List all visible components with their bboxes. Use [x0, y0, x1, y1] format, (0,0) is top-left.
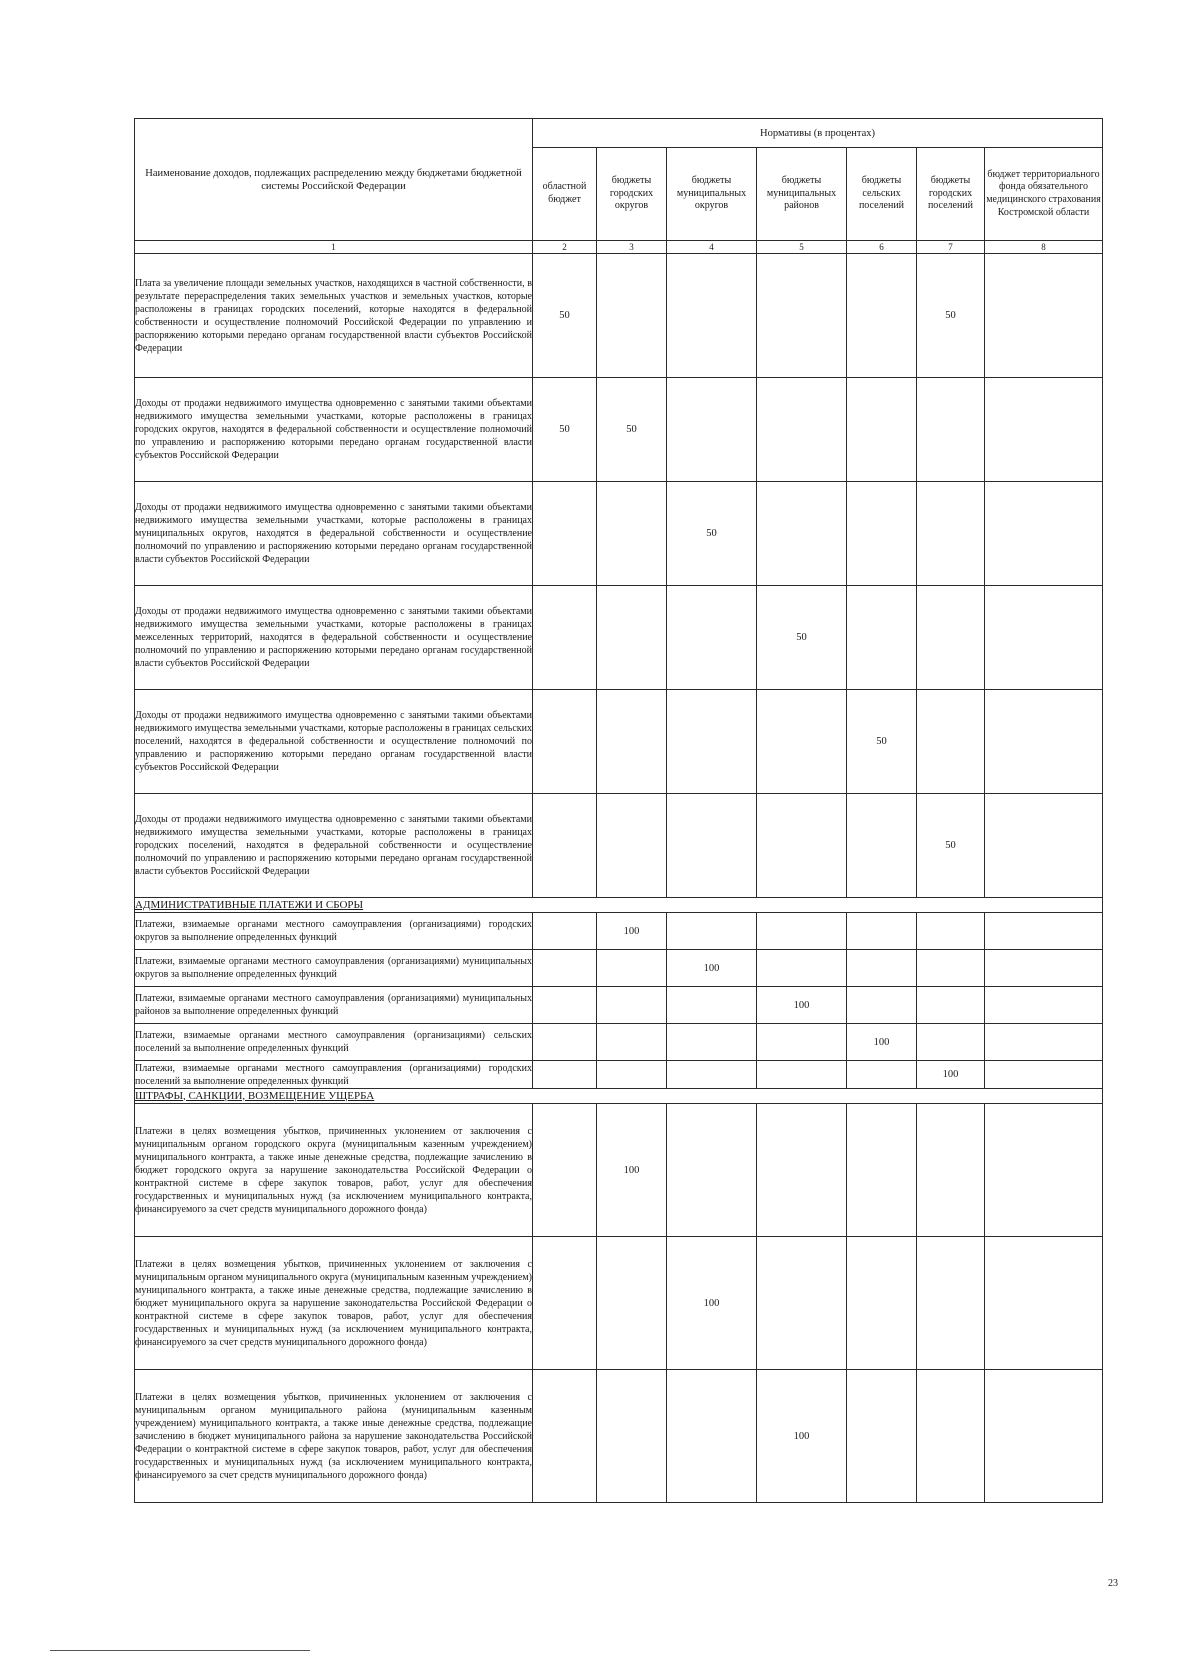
norm-value-cell: [917, 950, 985, 987]
norm-value-cell: 100: [667, 950, 757, 987]
norm-value-cell: [667, 254, 757, 378]
norm-value-cell: [533, 1024, 597, 1061]
norm-value-cell: 100: [757, 987, 847, 1024]
norm-value-cell: [917, 1024, 985, 1061]
norm-value-cell: [847, 1370, 917, 1503]
norm-value-cell: [757, 794, 847, 898]
norm-value-cell: [597, 1370, 667, 1503]
norm-value-cell: [985, 950, 1103, 987]
norm-value-cell: [847, 254, 917, 378]
revenue-name-cell: Платежи, взимаемые органами местного самоуправления (организациями) муниципальных округов за выполнение определенных функций: [135, 950, 533, 987]
norm-value-cell: [917, 378, 985, 482]
revenue-name-cell: Доходы от продажи недвижимого имущества одновременно с занятыми такими объектами недвижимого имущества земельными участками, которые расположены в границах городских поселений, находятся в федеральной собственности и осуществление полномочий по управлению и распоряжению которыми передано органам государственной власти субъектов Российской Федерации: [135, 794, 533, 898]
table-row: [135, 1237, 1103, 1370]
norm-value-cell: 50: [667, 482, 757, 586]
norm-value-cell: [757, 1237, 847, 1370]
norm-value-cell: [597, 254, 667, 378]
norm-value-cell: 100: [597, 1104, 667, 1237]
column-number: 4: [667, 241, 757, 254]
norm-value-cell: [847, 378, 917, 482]
norm-value-cell: [757, 254, 847, 378]
revenue-name-cell: Платежи в целях возмещения убытков, причиненных уклонением от заключения с муниципальным органом муниципального округа (муниципальным казенным учреждением) муниципального контракта, а также иные денежные средства, подлежащие зачислению в бюджет муниципального округа за нарушение законодательства Российской Федерации о контрактной системе в сфере закупок товаров, работ, услуг для обеспечения государственных и муниципальных нужд (за исключением муниципального контракта, финансируемого за счет средств муниципального дорожного фонда): [135, 1237, 533, 1370]
table-row: [135, 1061, 1103, 1089]
norm-value-cell: [597, 1237, 667, 1370]
norm-value-cell: [597, 987, 667, 1024]
table-row: [135, 794, 1103, 898]
norm-value-cell: 50: [533, 254, 597, 378]
norm-value-cell: [917, 482, 985, 586]
column-number: 2: [533, 241, 597, 254]
norm-value-cell: [757, 913, 847, 950]
norm-value-cell: 50: [597, 378, 667, 482]
header-norms-group: Нормативы (в процентах): [533, 119, 1103, 148]
norm-value-cell: [847, 1061, 917, 1089]
norm-value-cell: [985, 254, 1103, 378]
norm-value-cell: [985, 1104, 1103, 1237]
table-body: [135, 254, 1103, 1503]
norm-value-cell: [757, 690, 847, 794]
norm-value-cell: [847, 794, 917, 898]
page-number: 23: [1108, 1578, 1118, 1589]
table-row: [135, 1104, 1103, 1237]
revenue-name-cell: Плата за увеличение площади земельных участков, находящихся в частной собственности, в результате перераспределения таких земельных участков и земельных участков, которые расположены в границах городских поселений, которые находятся в федеральной собственности и осуществление полномочий Российской Федерации по управлению и распоряжению которыми передано органам государственной власти субъектов Российской Федерации: [135, 254, 533, 378]
norm-value-cell: [597, 482, 667, 586]
revenue-name-cell: Платежи, взимаемые органами местного самоуправления (организациями) городских округов за выполнение определенных функций: [135, 913, 533, 950]
norm-value-cell: [667, 913, 757, 950]
norm-value-cell: [847, 987, 917, 1024]
norm-value-cell: 50: [847, 690, 917, 794]
norm-value-cell: [533, 1237, 597, 1370]
norm-value-cell: [597, 950, 667, 987]
norm-value-cell: [597, 794, 667, 898]
norm-value-cell: [847, 1237, 917, 1370]
norm-value-cell: [667, 378, 757, 482]
norm-value-cell: 50: [917, 794, 985, 898]
norm-value-cell: [757, 482, 847, 586]
norm-value-cell: [985, 1237, 1103, 1370]
norm-value-cell: 100: [757, 1370, 847, 1503]
column-number: 8: [985, 241, 1103, 254]
section-row: [135, 1089, 1103, 1104]
norm-value-cell: [597, 1061, 667, 1089]
norm-value-cell: [847, 1104, 917, 1237]
revenue-name-cell: Доходы от продажи недвижимого имущества одновременно с занятыми такими объектами недвижимого имущества земельными участками, которые расположены в границах муниципальных округов, находятся в федеральной собственности и осуществление полномочий по управлению и распоряжению которыми передано органам государственной власти субъектов Российской Федерации: [135, 482, 533, 586]
norm-value-cell: [667, 987, 757, 1024]
header-name-column: Наименование доходов, подлежащих распределению между бюджетами бюджетной системы Российской Федерации: [135, 119, 533, 241]
norm-value-cell: [847, 586, 917, 690]
column-number: 6: [847, 241, 917, 254]
norm-value-cell: [667, 1370, 757, 1503]
norm-value-cell: [533, 1370, 597, 1503]
header-col-municipal-districts: бюджеты муниципальных округов: [667, 148, 757, 241]
table-row: [135, 913, 1103, 950]
norm-value-cell: [533, 482, 597, 586]
norm-value-cell: 50: [757, 586, 847, 690]
norm-value-cell: [847, 913, 917, 950]
revenue-norms-table: [134, 118, 1103, 1503]
header-col-city-districts: бюджеты городских округов: [597, 148, 667, 241]
revenue-name-cell: Платежи в целях возмещения убытков, причиненных уклонением от заключения с муниципальным органом муниципального района (муниципальным казенным учреждением) муниципального контракта, а также иные денежные средства, подлежащие зачислению в бюджет муниципального района за нарушение законодательства Российской Федерации о контрактной системе в сфере закупок товаров, работ, услуг для обеспечения государственных и муниципальных нужд (за исключением муниципального контракта, финансируемого за счет средств муниципального дорожного фонда): [135, 1370, 533, 1503]
norm-value-cell: [985, 794, 1103, 898]
norm-value-cell: [757, 378, 847, 482]
norm-value-cell: [917, 1237, 985, 1370]
norm-value-cell: 100: [597, 913, 667, 950]
norm-value-cell: [533, 794, 597, 898]
table-row: [135, 586, 1103, 690]
norm-value-cell: [985, 987, 1103, 1024]
norm-value-cell: [533, 913, 597, 950]
norm-value-cell: 50: [917, 254, 985, 378]
norm-value-cell: [667, 586, 757, 690]
norm-value-cell: [985, 1370, 1103, 1503]
norm-value-cell: [917, 586, 985, 690]
revenue-name-cell: Платежи в целях возмещения убытков, причиненных уклонением от заключения с муниципальным органом городского округа (муниципальным казенным учреждением) муниципального контракта, а также иные денежные средства, подлежащие зачислению в бюджет городского округа за нарушение законодательства Российской Федерации о контрактной системе в сфере закупок товаров, работ, услуг для обеспечения государственных и муниципальных нужд (за исключением муниципального контракта, финансируемого за счет средств муниципального дорожного фонда): [135, 1104, 533, 1237]
table-row: [135, 690, 1103, 794]
norm-value-cell: [917, 1104, 985, 1237]
header-col-rural-settlements: бюджеты сельских поселений: [847, 148, 917, 241]
norm-value-cell: [667, 1024, 757, 1061]
norm-value-cell: [533, 690, 597, 794]
norm-value-cell: [757, 950, 847, 987]
norm-value-cell: [917, 1370, 985, 1503]
norm-value-cell: [533, 1061, 597, 1089]
norm-value-cell: 100: [847, 1024, 917, 1061]
norm-value-cell: [985, 1024, 1103, 1061]
column-number: 5: [757, 241, 847, 254]
norm-value-cell: [917, 987, 985, 1024]
norm-value-cell: [667, 1104, 757, 1237]
norm-value-cell: [917, 913, 985, 950]
norm-value-cell: 100: [667, 1237, 757, 1370]
table-row: [135, 482, 1103, 586]
norm-value-cell: [985, 482, 1103, 586]
table-row: [135, 987, 1103, 1024]
norm-value-cell: [847, 950, 917, 987]
norm-value-cell: [597, 690, 667, 794]
norm-value-cell: [597, 586, 667, 690]
norm-value-cell: [757, 1104, 847, 1237]
norm-value-cell: [597, 1024, 667, 1061]
norm-value-cell: [533, 950, 597, 987]
revenue-name-cell: Доходы от продажи недвижимого имущества одновременно с занятыми такими объектами недвижимого имущества земельными участками, которые расположены в границах городских округов, находятся в федеральной собственности и осуществление полномочий по управлению и распоряжению которыми передано органам государственной власти субъектов Российской Федерации: [135, 378, 533, 482]
table-row: [135, 378, 1103, 482]
norm-value-cell: [917, 690, 985, 794]
norm-value-cell: 100: [917, 1061, 985, 1089]
norm-value-cell: [533, 586, 597, 690]
revenue-name-cell: Платежи, взимаемые органами местного самоуправления (организациями) городских поселений за выполнение определенных функций: [135, 1062, 532, 1087]
header-col-urban-settlements: бюджеты городских поселений: [917, 148, 985, 241]
column-number: 3: [597, 241, 667, 254]
norm-value-cell: [985, 1061, 1103, 1089]
header-col-municipal-raions: бюджеты муниципальных районов: [757, 148, 847, 241]
norm-value-cell: [985, 378, 1103, 482]
revenue-name-cell: Доходы от продажи недвижимого имущества одновременно с занятыми такими объектами недвижимого имущества земельными участками, которые расположены в границах сельских поселений, находятся в федеральной собственности и осуществление полномочий по управлению и распоряжению которыми передано органам государственной власти субъектов Российской Федерации: [135, 690, 533, 794]
norm-value-cell: [985, 913, 1103, 950]
norm-value-cell: [757, 1061, 847, 1089]
header-col-oblast: областной бюджет: [533, 148, 597, 241]
norm-value-cell: [533, 1104, 597, 1237]
header-row-group: [135, 119, 1103, 148]
section-title: ШТРАФЫ, САНКЦИИ, ВОЗМЕЩЕНИЕ УЩЕРБА: [135, 1089, 1103, 1104]
revenue-name-cell: Платежи, взимаемые органами местного самоуправления (организациями) муниципальных районов за выполнение определенных функций: [135, 987, 533, 1024]
table-row: [135, 950, 1103, 987]
table-row: [135, 1370, 1103, 1503]
norm-value-cell: [757, 1024, 847, 1061]
norm-value-cell: [667, 690, 757, 794]
norm-value-cell: [533, 987, 597, 1024]
column-number: 1: [135, 241, 533, 254]
norm-value-cell: [667, 794, 757, 898]
header-col-medical-fund: бюджет территориального фонда обязательного медицинского страхования Костромской области: [985, 148, 1103, 241]
norm-value-cell: 50: [533, 378, 597, 482]
revenue-name-cell: Доходы от продажи недвижимого имущества одновременно с занятыми такими объектами недвижимого имущества земельными участками, которые расположены в границах межселенных территорий, находятся в федеральной собственности и осуществление полномочий по управлению и распоряжению которыми передано органам государственной власти субъектов Российской Федерации: [135, 586, 533, 690]
norm-value-cell: [985, 690, 1103, 794]
norm-value-cell: [667, 1061, 757, 1089]
footer-rule: [50, 1650, 310, 1651]
norm-value-cell: [847, 482, 917, 586]
section-title: АДМИНИСТРАТИВНЫЕ ПЛАТЕЖИ И СБОРЫ: [135, 898, 1103, 913]
table-row: [135, 1024, 1103, 1061]
column-number: 7: [917, 241, 985, 254]
section-row: [135, 898, 1103, 913]
header-row-numbers: [135, 241, 1103, 254]
table-row: [135, 254, 1103, 378]
norm-value-cell: [985, 586, 1103, 690]
revenue-name-cell: Платежи, взимаемые органами местного самоуправления (организациями) сельских поселений за выполнение определенных функций: [135, 1024, 533, 1061]
